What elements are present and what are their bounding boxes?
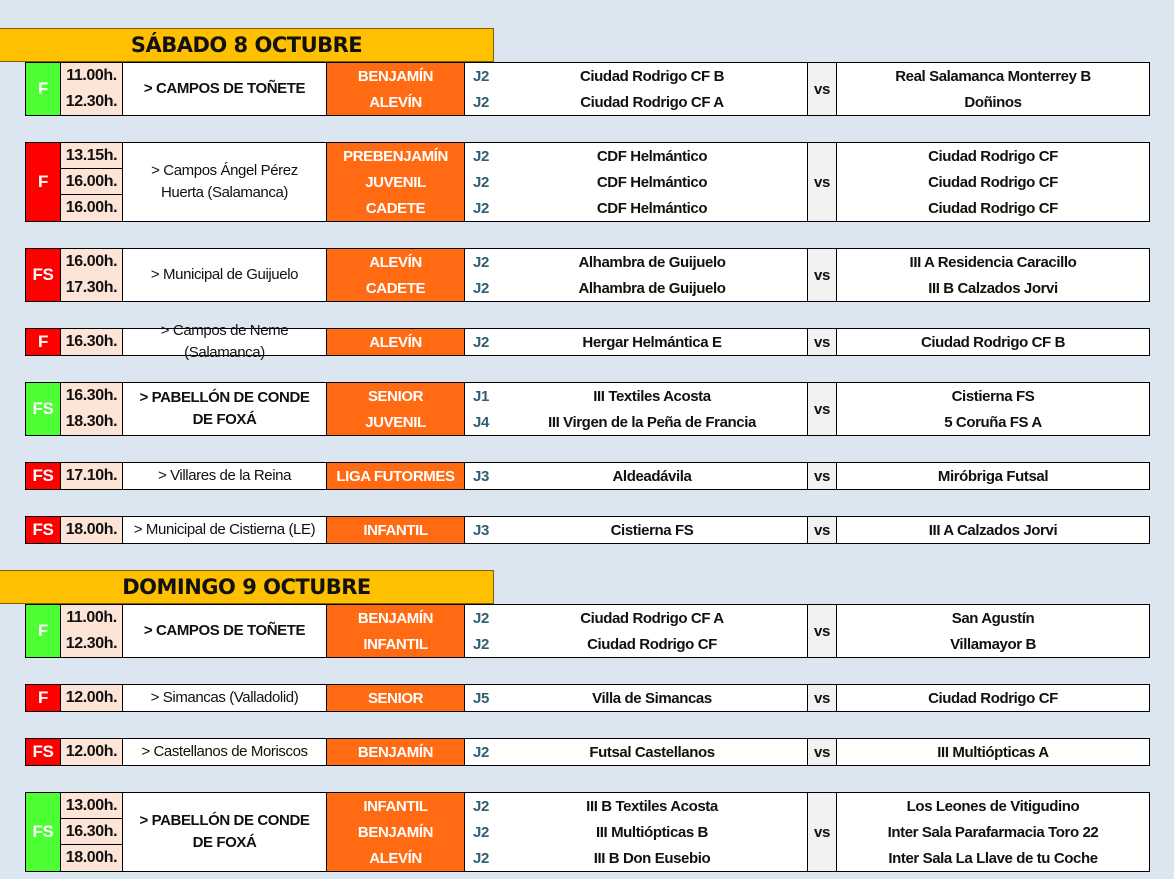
away-team: III Multiópticas A (937, 743, 1049, 761)
round-label: J3 (473, 521, 489, 539)
home-team: Cistierna FS (610, 521, 694, 539)
venue-label: > Villares de la Reina (123, 463, 327, 489)
away-team: Doñinos (964, 93, 1022, 111)
sport-type-badge: FS (26, 793, 61, 871)
away-team: III B Calzados Jorvi (928, 279, 1058, 297)
category-label: BENJAMÍN (327, 605, 465, 631)
venue-label: > Campos de Neme (Salamanca) (123, 329, 327, 355)
round-label: J5 (473, 689, 489, 707)
round-label: J2 (473, 823, 489, 841)
round-label: J4 (473, 413, 489, 431)
match-time: 18.30h. (61, 409, 123, 435)
category-label: CADETE (327, 195, 465, 221)
away-team: Ciudad Rodrigo CF B (920, 333, 1066, 351)
round-label: J2 (473, 199, 489, 217)
vs-label: vs (807, 383, 837, 435)
match-time: 18.00h. (61, 845, 123, 871)
day-header: SÁBADO 8 OCTUBRE (0, 28, 494, 62)
vs-label: vs (807, 685, 837, 711)
home-team: CDF Helmántico (596, 147, 708, 165)
round-label: J2 (473, 743, 489, 761)
match-block (25, 248, 1150, 302)
match-block (25, 382, 1150, 436)
category-label: JUVENIL (327, 169, 465, 195)
away-team: San Agustín (951, 609, 1035, 627)
category-label: CADETE (327, 275, 465, 301)
match-time: 13.15h. (61, 143, 123, 169)
match-time: 16.00h. (61, 249, 123, 275)
vs-label: vs (807, 143, 837, 221)
away-team: Los Leones de Vitigudino (906, 797, 1080, 815)
round-label: J1 (473, 387, 489, 405)
category-label: BENJAMÍN (327, 819, 465, 845)
away-team: III A Residencia Caracillo (909, 253, 1077, 271)
category-label: SENIOR (327, 383, 465, 409)
vs-label: vs (807, 739, 837, 765)
match-time: 17.10h. (61, 463, 123, 489)
category-label: ALEVÍN (327, 249, 465, 275)
home-team: III Textiles Acosta (593, 387, 711, 405)
match-block (25, 738, 1150, 766)
home-team: Hergar Helmántica E (582, 333, 722, 351)
home-team: CDF Helmántico (596, 199, 708, 217)
vs-label: vs (807, 329, 837, 355)
home-team: Ciudad Rodrigo CF (587, 635, 717, 653)
venue-label: > Campos Ángel Pérez Huerta (Salamanca) (123, 143, 327, 221)
sport-type-badge: FS (26, 739, 61, 765)
away-team: Miróbriga Futsal (937, 467, 1049, 485)
category-label: INFANTIL (327, 793, 465, 819)
away-team: Ciudad Rodrigo CF (928, 173, 1058, 191)
home-team: Futsal Castellanos (589, 743, 715, 761)
away-team: Cistierna FS (951, 387, 1035, 405)
away-team: Ciudad Rodrigo CF (928, 147, 1058, 165)
match-time: 12.00h. (61, 685, 123, 711)
category-label: SENIOR (327, 685, 465, 711)
home-team: Alhambra de Guijuelo (578, 253, 726, 271)
sport-type-badge: FS (26, 463, 61, 489)
match-time: 13.00h. (61, 793, 123, 819)
match-time: 16.30h. (61, 383, 123, 409)
match-time: 11.00h. (61, 63, 123, 89)
sport-type-badge: FS (26, 383, 61, 435)
round-label: J2 (473, 67, 489, 85)
schedule (0, 28, 1174, 872)
away-team: Inter Sala La Llave de tu Coche (888, 849, 1098, 867)
sport-type-badge: F (26, 63, 61, 115)
vs-label: vs (807, 463, 837, 489)
category-label: JUVENIL (327, 409, 465, 435)
match-time: 17.30h. (61, 275, 123, 301)
vs-label: vs (807, 517, 837, 543)
match-block (25, 462, 1150, 490)
venue-label: > CAMPOS DE TOÑETE (123, 63, 327, 115)
round-label: J3 (473, 467, 489, 485)
round-label: J2 (473, 279, 489, 297)
home-team: Alhambra de Guijuelo (578, 279, 726, 297)
match-block (25, 516, 1150, 544)
round-label: J2 (473, 173, 489, 191)
round-label: J2 (473, 797, 489, 815)
match-block (25, 142, 1150, 222)
vs-label: vs (807, 605, 837, 657)
vs-label: vs (807, 793, 837, 871)
match-block (25, 684, 1150, 712)
home-team: Ciudad Rodrigo CF B (579, 67, 725, 85)
category-label: ALEVÍN (327, 845, 465, 871)
category-label: ALEVÍN (327, 329, 465, 355)
match-time: 12.30h. (61, 89, 123, 115)
home-team: Villa de Simancas (592, 689, 712, 707)
venue-label: > PABELLÓN DE CONDE DE FOXÁ (123, 793, 327, 871)
home-team: Aldeadávila (612, 467, 692, 485)
sport-type-badge: F (26, 143, 61, 221)
sport-type-badge: F (26, 685, 61, 711)
category-label: BENJAMÍN (327, 739, 465, 765)
home-team: III Multiópticas B (596, 823, 708, 841)
venue-label: > Municipal de Guijuelo (123, 249, 327, 301)
category-label: PREBENJAMÍN (327, 143, 465, 169)
match-time: 16.30h. (61, 329, 123, 355)
category-label: BENJAMÍN (327, 63, 465, 89)
match-time: 16.30h. (61, 819, 123, 845)
home-team: III B Textiles Acosta (586, 797, 718, 815)
vs-label: vs (807, 63, 837, 115)
round-label: J2 (473, 609, 489, 627)
day-header: DOMINGO 9 OCTUBRE (0, 570, 494, 604)
match-time: 16.00h. (61, 169, 123, 195)
home-team: III Virgen de la Peña de Francia (548, 413, 756, 431)
match-block (25, 792, 1150, 872)
match-time: 12.30h. (61, 631, 123, 657)
home-team: Ciudad Rodrigo CF A (580, 93, 724, 111)
match-block (25, 604, 1150, 658)
match-time: 18.00h. (61, 517, 123, 543)
venue-label: > Simancas (Valladolid) (123, 685, 327, 711)
match-time: 16.00h. (61, 195, 123, 221)
round-label: J2 (473, 253, 489, 271)
away-team: Ciudad Rodrigo CF (928, 689, 1058, 707)
match-time: 11.00h. (61, 605, 123, 631)
round-label: J2 (473, 147, 489, 165)
vs-label: vs (807, 249, 837, 301)
home-team: Ciudad Rodrigo CF A (580, 609, 724, 627)
away-team: Villamayor B (950, 635, 1036, 653)
venue-label: > Castellanos de Moriscos (123, 739, 327, 765)
sport-type-badge: F (26, 605, 61, 657)
match-block (25, 322, 1150, 361)
away-team: Inter Sala Parafarmacia Toro 22 (887, 823, 1099, 841)
home-team: III B Don Eusebio (593, 849, 711, 867)
category-label: ALEVÍN (327, 89, 465, 115)
home-team: CDF Helmántico (596, 173, 708, 191)
match-time: 12.00h. (61, 739, 123, 765)
category-label: INFANTIL (327, 631, 465, 657)
round-label: J2 (473, 849, 489, 867)
sport-type-badge: FS (26, 517, 61, 543)
sport-type-badge: F (26, 329, 61, 355)
venue-label: > Municipal de Cistierna (LE) (123, 517, 327, 543)
venue-label: > PABELLÓN DE CONDE DE FOXÁ (123, 383, 327, 435)
round-label: J2 (473, 635, 489, 653)
category-label: INFANTIL (327, 517, 465, 543)
away-team: Real Salamanca Monterrey B (895, 67, 1091, 85)
category-label: LIGA FUTORMES (327, 463, 465, 489)
away-team: III A Calzados Jorvi (928, 521, 1058, 539)
venue-label: > CAMPOS DE TOÑETE (123, 605, 327, 657)
round-label: J2 (473, 93, 489, 111)
round-label: J2 (473, 333, 489, 351)
away-team: 5 Coruña FS A (944, 413, 1042, 431)
match-block (25, 62, 1150, 116)
away-team: Ciudad Rodrigo CF (928, 199, 1058, 217)
sport-type-badge: FS (26, 249, 61, 301)
